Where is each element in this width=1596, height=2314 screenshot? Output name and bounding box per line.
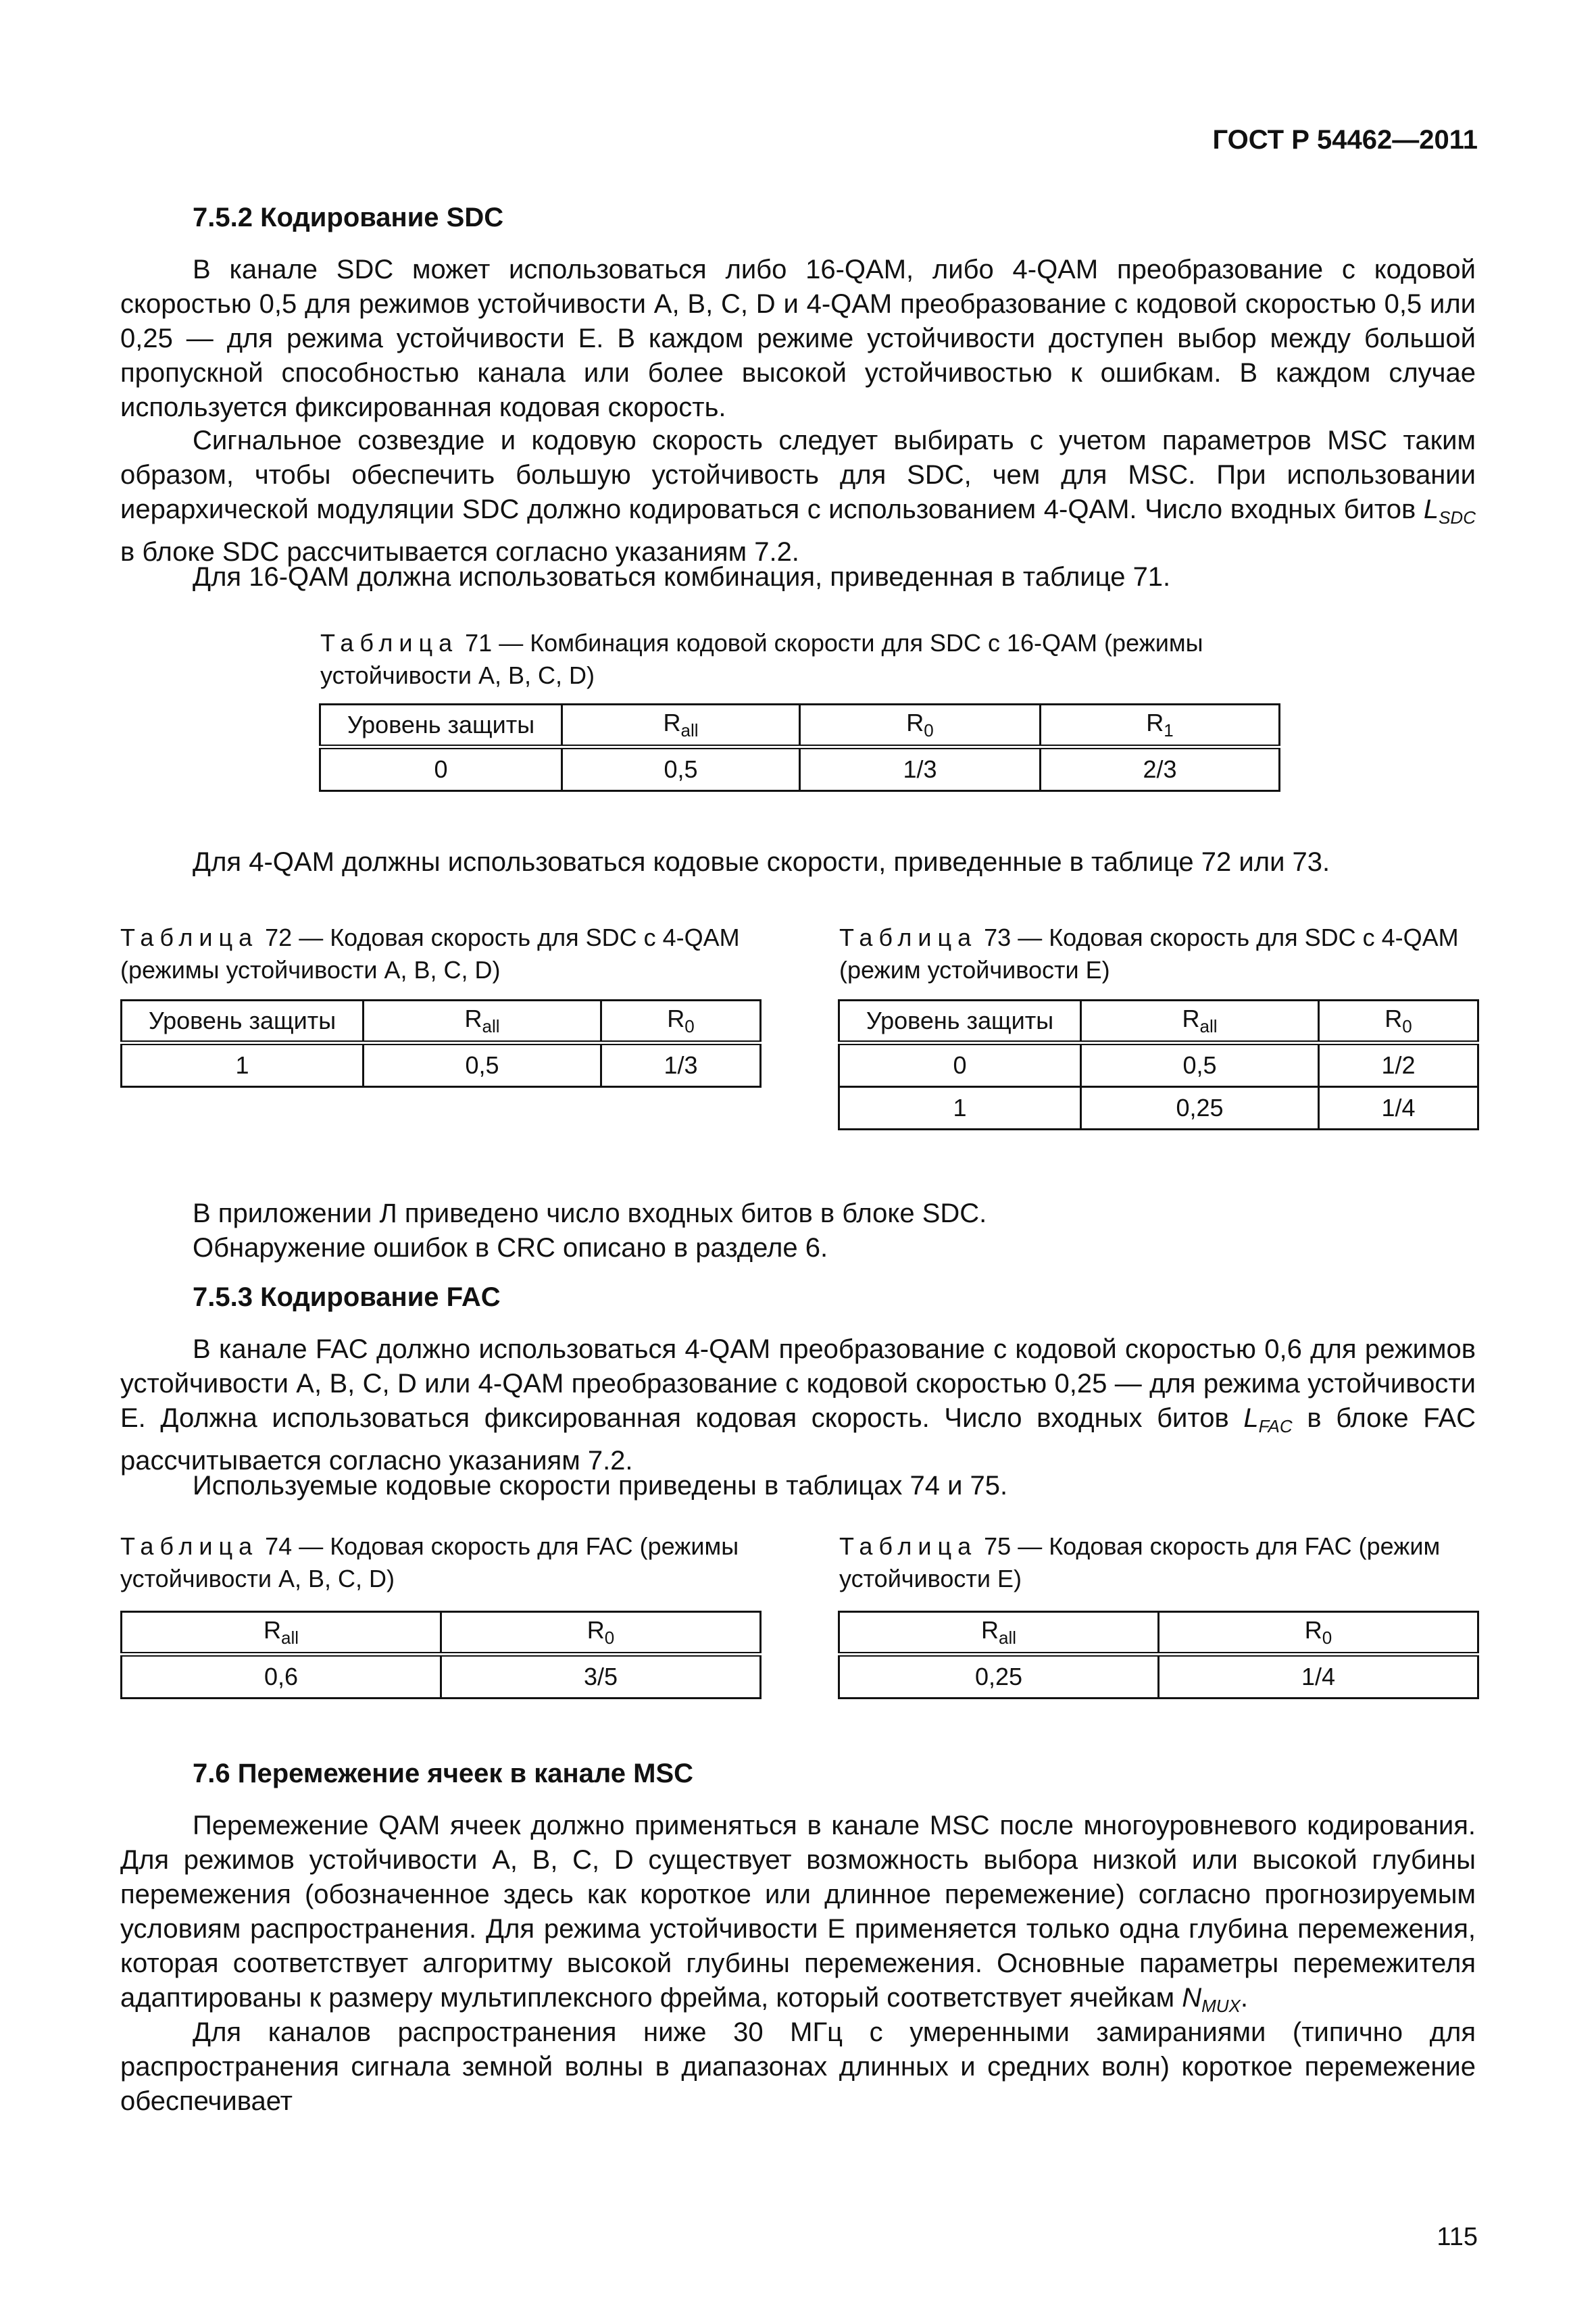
table-cell: 0,5 <box>562 747 800 791</box>
header-cell: $R_{all}$ <box>364 1001 601 1043</box>
page-number: 115 <box>1437 2223 1478 2251</box>
table-header-row <box>839 1001 1478 1043</box>
table-header-row <box>122 1001 761 1043</box>
table-cell: 3/5 <box>441 1655 761 1699</box>
table-cell: 1/3 <box>800 747 1041 791</box>
table-header-row <box>839 1612 1478 1655</box>
section-heading-7-5-2: 7.5.2 Кодирование SDC <box>193 203 504 232</box>
table-cell: 0,25 <box>839 1655 1159 1699</box>
paragraph: Для 16-QAM должна использоваться комбинация, приведенная в таблице 71. <box>193 562 1171 592</box>
table-row <box>122 1043 761 1087</box>
paragraph: В приложении Л приведено число входных битов в блоке SDC. <box>193 1199 987 1228</box>
header-cell: $R_0$ <box>601 1001 761 1043</box>
paragraph: В канале FAC должно использоваться 4-QAM преобразование с кодовой скоростью 0,6 для режимов устойчивости A, B, C, D или 4-QAM преобразование с кодовой скоростью 0,25 — для режима устойчивости E. Должна использоваться фиксированная кодовая скорость. Число входных битов $L_{FAC}$ в блоке FAC рассчитывается согласно указаниям 7.2. <box>120 1334 1476 1476</box>
header-cell: Уровень защиты <box>122 1001 364 1043</box>
table-72 <box>120 999 762 1088</box>
header-cell: $R_0$ <box>1319 1001 1478 1043</box>
document-header: ГОСТ Р 54462—2011 <box>1212 125 1478 155</box>
paragraph: Перемежение QAM ячеек должно применяться в канале MSC после многоуровневого кодирования. Для режимов устойчивости A, B, C, D существует возможность выбора низкой или высокой глубины перемежения (обозначенное здесь как короткое или длинное перемежение) согласно прогнозируемым условиям распространения. Для режима устойчивости E применяется только одна глубина перемежения, которая соответствует алгоритму высокой глубины перемежения. Основные параметры перемежителя адаптированы к размеру мультиплексного фрейма, который соответствует ячейкам $N_{MUX}$. <box>120 1811 1476 2016</box>
header-cell: $R_{all}$ <box>839 1612 1159 1655</box>
header-cell: Уровень защиты <box>839 1001 1081 1043</box>
header-cell: $R_0$ <box>1159 1612 1478 1655</box>
table-cell: 2/3 <box>1041 747 1280 791</box>
table-cell: 0,6 <box>122 1655 441 1699</box>
table-71 <box>319 703 1280 792</box>
header-cell: Уровень защиты <box>320 705 562 747</box>
table-row <box>839 1043 1478 1087</box>
table-cell: 1/2 <box>1319 1043 1478 1087</box>
table-cell: 0,5 <box>364 1043 601 1087</box>
table-caption-73: Таблица 73 — Кодовая скорость для SDC с 4-QAM (режим устойчивости E) <box>839 924 1459 984</box>
table-row <box>122 1655 761 1699</box>
table-caption-74: Таблица 74 — Кодовая скорость для FAC (режимы устойчивости A, B, C, D) <box>120 1532 739 1592</box>
section-heading-7-5-3: 7.5.3 Кодирование FAC <box>193 1282 501 1312</box>
table-cell: 0,25 <box>1081 1087 1319 1130</box>
section-heading-7-6: 7.6 Перемежение ячеек в канале MSC <box>193 1759 694 1788</box>
paragraph: Для каналов распространения ниже 30 МГц с умеренными замираниями (типично для распространения сигнала земной волны в диапазонах длинных и средних волн) короткое перемежение обеспечивает <box>120 2017 1476 2116</box>
paragraph: Обнаружение ошибок в CRC описано в разделе 6. <box>193 1233 828 1263</box>
paragraph: Для 4-QAM должны использоваться кодовые скорости, приведенные в таблице 72 или 73. <box>193 847 1330 877</box>
table-caption-75: Таблица 75 — Кодовая скорость для FAC (режим устойчивости E) <box>839 1532 1441 1592</box>
table-caption-72: Таблица 72 — Кодовая скорость для SDC с 4-QAM (режимы устойчивости А, В, С, D) <box>120 924 740 984</box>
table-cell: 1/4 <box>1319 1087 1478 1130</box>
table-cell: 0 <box>320 747 562 791</box>
table-header-row <box>320 705 1280 747</box>
header-cell: $R_{all}$ <box>122 1612 441 1655</box>
table-cell: 1 <box>122 1043 364 1087</box>
header-cell: $R_0$ <box>441 1612 761 1655</box>
table-cell: 1/4 <box>1159 1655 1478 1699</box>
paragraph: В канале SDC может использоваться либо 16-QAM, либо 4-QAM преобразование с кодовой скоростью 0,5 для режимов устойчивости А, В, С, D и 4-QAM преобразование с кодовой скоростью 0,5 или 0,25 — для режима устойчивости Е. В каждом режиме устойчивости доступен выбор между большой пропускной способностью канала или более высокой устойчивостью к ошибкам. В каждом случае используется фиксированная кодовая скорость. <box>120 255 1476 422</box>
table-75 <box>838 1611 1479 1699</box>
table-row <box>839 1087 1478 1130</box>
table-row <box>839 1655 1478 1699</box>
table-cell: 1/3 <box>601 1043 761 1087</box>
table-header-row <box>122 1612 761 1655</box>
table-row <box>320 747 1280 791</box>
header-cell: $R_1$ <box>1041 705 1280 747</box>
header-cell: $R_{all}$ <box>562 705 800 747</box>
table-cell: 0,5 <box>1081 1043 1319 1087</box>
paragraph: Сигнальное созвездие и кодовую скорость следует выбирать с учетом параметров MSC таким образом, чтобы обеспечить большую устойчивость для SDC, чем для MSC. При использовании иерархической модуляции SDC должно кодироваться с использованием 4-QAM. Число входных битов $L_{SDC}$ в блоке SDC рассчитывается согласно указаниям 7.2. <box>120 426 1476 567</box>
paragraph: Используемые кодовые скорости приведены в таблицах 74 и 75. <box>193 1471 1008 1501</box>
header-cell: $R_{all}$ <box>1081 1001 1319 1043</box>
table-73 <box>838 999 1479 1130</box>
table-cell: 0 <box>839 1043 1081 1087</box>
table-caption-71: Таблица 71 — Комбинация кодовой скорости для SDC с 16-QAM (режимы устойчивости A, B, C, D) <box>320 629 1203 689</box>
table-74 <box>120 1611 762 1699</box>
header-cell: $R_0$ <box>800 705 1041 747</box>
table-cell: 1 <box>839 1087 1081 1130</box>
